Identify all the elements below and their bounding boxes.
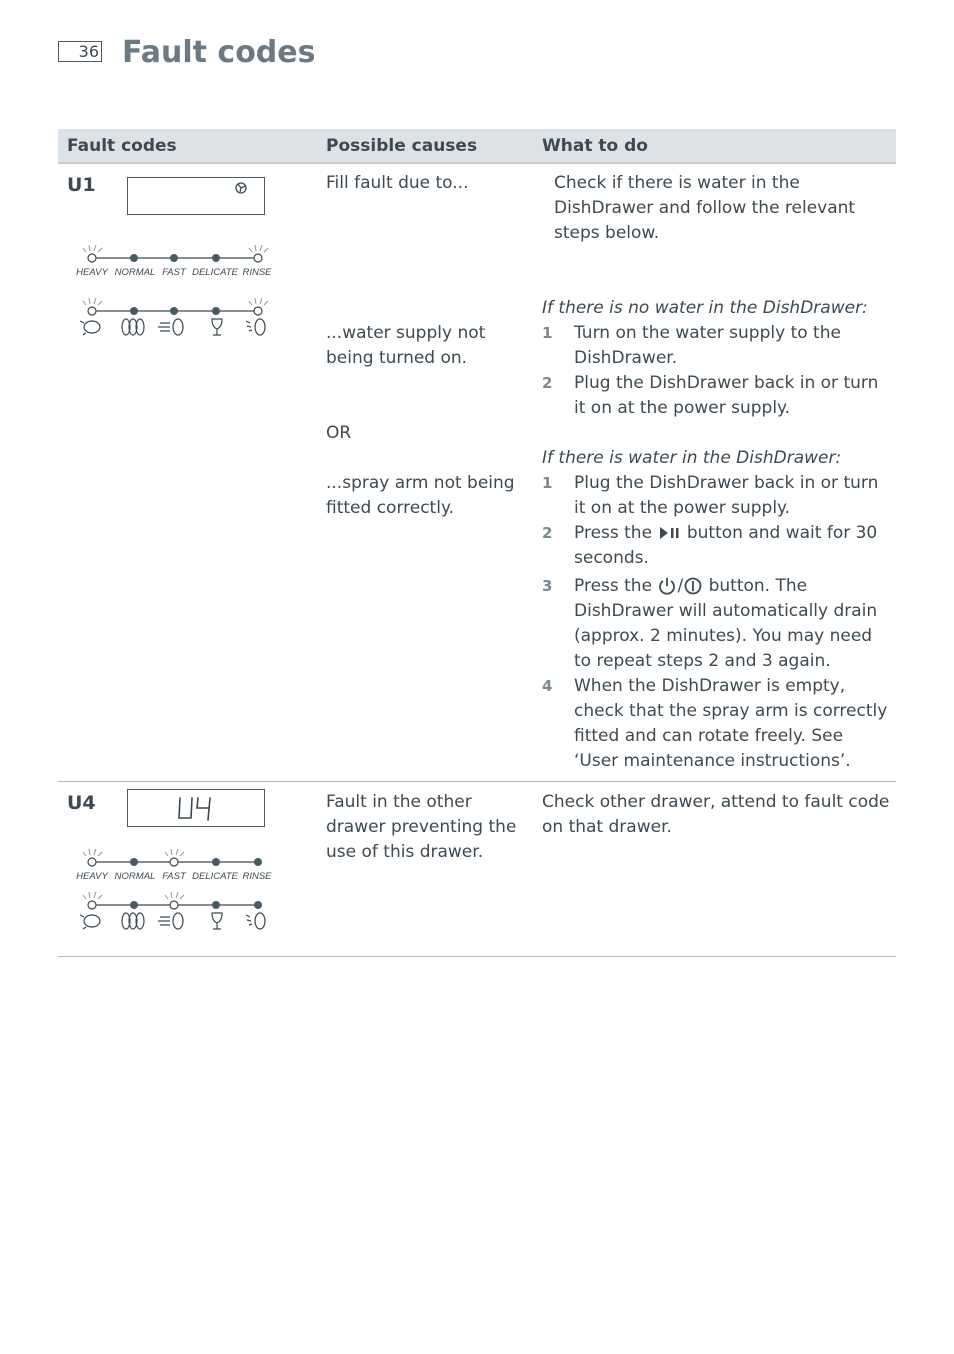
step-text-post: button. The DishDrawer will automatically drain (approx. 2 minutes). You may need to repeat steps 2 and 3 again. — [574, 576, 878, 671]
lit-indicator-icon — [83, 849, 102, 866]
cause-text: ...water supply not being turned on. — [326, 323, 486, 368]
program-panel-u1 — [74, 240, 278, 286]
rinse-plate-icon — [246, 319, 265, 335]
step-number: 1 — [542, 474, 553, 492]
row-divider — [58, 781, 896, 782]
rinse-plate-icon — [246, 913, 265, 929]
step-number: 4 — [542, 677, 553, 695]
step-number: 2 — [542, 374, 553, 392]
cause-text: Fault in the other drawer preventing the use of this drawer. — [326, 792, 517, 862]
page-title: Fault codes — [122, 35, 316, 70]
cause-text: Fill fault due to... — [326, 173, 469, 193]
list-item — [542, 674, 888, 774]
display-u1 — [127, 177, 265, 215]
water-steps — [542, 471, 888, 774]
program-label-fast: FAST — [162, 871, 186, 882]
heavy-pot-icon — [80, 915, 100, 929]
step-text-post: button and wait for 30 seconds. — [574, 523, 878, 568]
step-text-pre: Press the — [574, 523, 653, 543]
no-water-steps — [542, 321, 888, 421]
step-text: Plug the DishDrawer back in or turn it on at the power supply. — [574, 373, 879, 418]
cause-or-text: OR — [326, 423, 352, 443]
program-label-fast: FAST — [162, 267, 186, 278]
program-label-heavy: HEAVY — [76, 267, 108, 278]
fault-code-u4: U4 — [67, 792, 96, 814]
action-intro-text: Check if there is water in the DishDrawer and follow the relevant steps below. — [554, 173, 856, 243]
normal-plates-icon — [122, 913, 144, 929]
action-text: Check other drawer, attend to fault code on that drawer. — [542, 792, 890, 837]
step-text: When the DishDrawer is empty, check that the spray arm is correctly fitted and can rotate freely. See ‘User maintenance instructions’. — [574, 676, 888, 771]
heavy-pot-icon — [80, 321, 100, 335]
program-icon-panel-u4 — [74, 887, 278, 937]
program-label-delicate: DELICATE — [192, 871, 238, 882]
list-item — [542, 321, 888, 371]
on-off-icon — [683, 576, 703, 596]
list-item — [542, 574, 888, 674]
fan-indicator-icon — [128, 178, 264, 214]
program-label-heavy: HEAVY — [76, 871, 108, 882]
lit-indicator-icon — [165, 849, 184, 866]
program-icon-panel-u1 — [74, 293, 278, 343]
fault-code-u1: U1 — [67, 174, 96, 196]
column-header-fault-codes: Fault codes — [67, 136, 177, 156]
lit-indicator-icon — [83, 245, 102, 262]
segment-display-icon — [128, 790, 264, 826]
step-text: Turn on the water supply to the DishDrawer. — [574, 323, 841, 368]
column-header-possible-causes: Possible causes — [326, 136, 478, 156]
cause-text: ...spray arm not being fitted correctly. — [326, 473, 515, 518]
lit-indicator-icon — [83, 298, 102, 315]
program-label-delicate: DELICATE — [192, 267, 238, 278]
power-icon — [657, 576, 677, 596]
lit-indicator-icon — [249, 298, 268, 315]
list-item — [542, 521, 888, 571]
play-pause-icon — [657, 525, 681, 541]
program-panel-u4 — [74, 844, 278, 890]
page-number: 36 — [58, 41, 102, 62]
step-text: Plug the DishDrawer back in or turn it on at the power supply. — [574, 473, 879, 518]
lit-indicator-icon — [83, 892, 102, 909]
program-label-normal: NORMAL — [114, 871, 156, 882]
step-number: 2 — [542, 524, 553, 542]
list-item — [542, 371, 888, 421]
lit-indicator-icon — [249, 245, 268, 262]
delicate-glass-icon — [212, 319, 222, 335]
program-label-rinse: RINSE — [242, 267, 272, 278]
fast-plate-icon — [158, 319, 183, 335]
step-separator: / — [677, 576, 684, 596]
step-number: 1 — [542, 324, 553, 342]
no-water-heading: If there is no water in the DishDrawer: — [542, 298, 868, 318]
display-u4 — [127, 789, 265, 827]
normal-plates-icon — [122, 319, 144, 335]
program-label-normal: NORMAL — [114, 267, 156, 278]
program-label-rinse: RINSE — [242, 871, 272, 882]
water-heading: If there is water in the DishDrawer: — [542, 448, 842, 468]
column-header-what-to-do: What to do — [542, 136, 648, 156]
list-item — [542, 471, 888, 521]
table-header — [58, 129, 896, 164]
delicate-glass-icon — [212, 913, 222, 929]
step-text-pre: Press the — [574, 576, 653, 596]
lit-indicator-icon — [165, 892, 184, 909]
table-bottom-rule — [58, 956, 896, 957]
fast-plate-icon — [158, 913, 183, 929]
step-number: 3 — [542, 577, 553, 595]
